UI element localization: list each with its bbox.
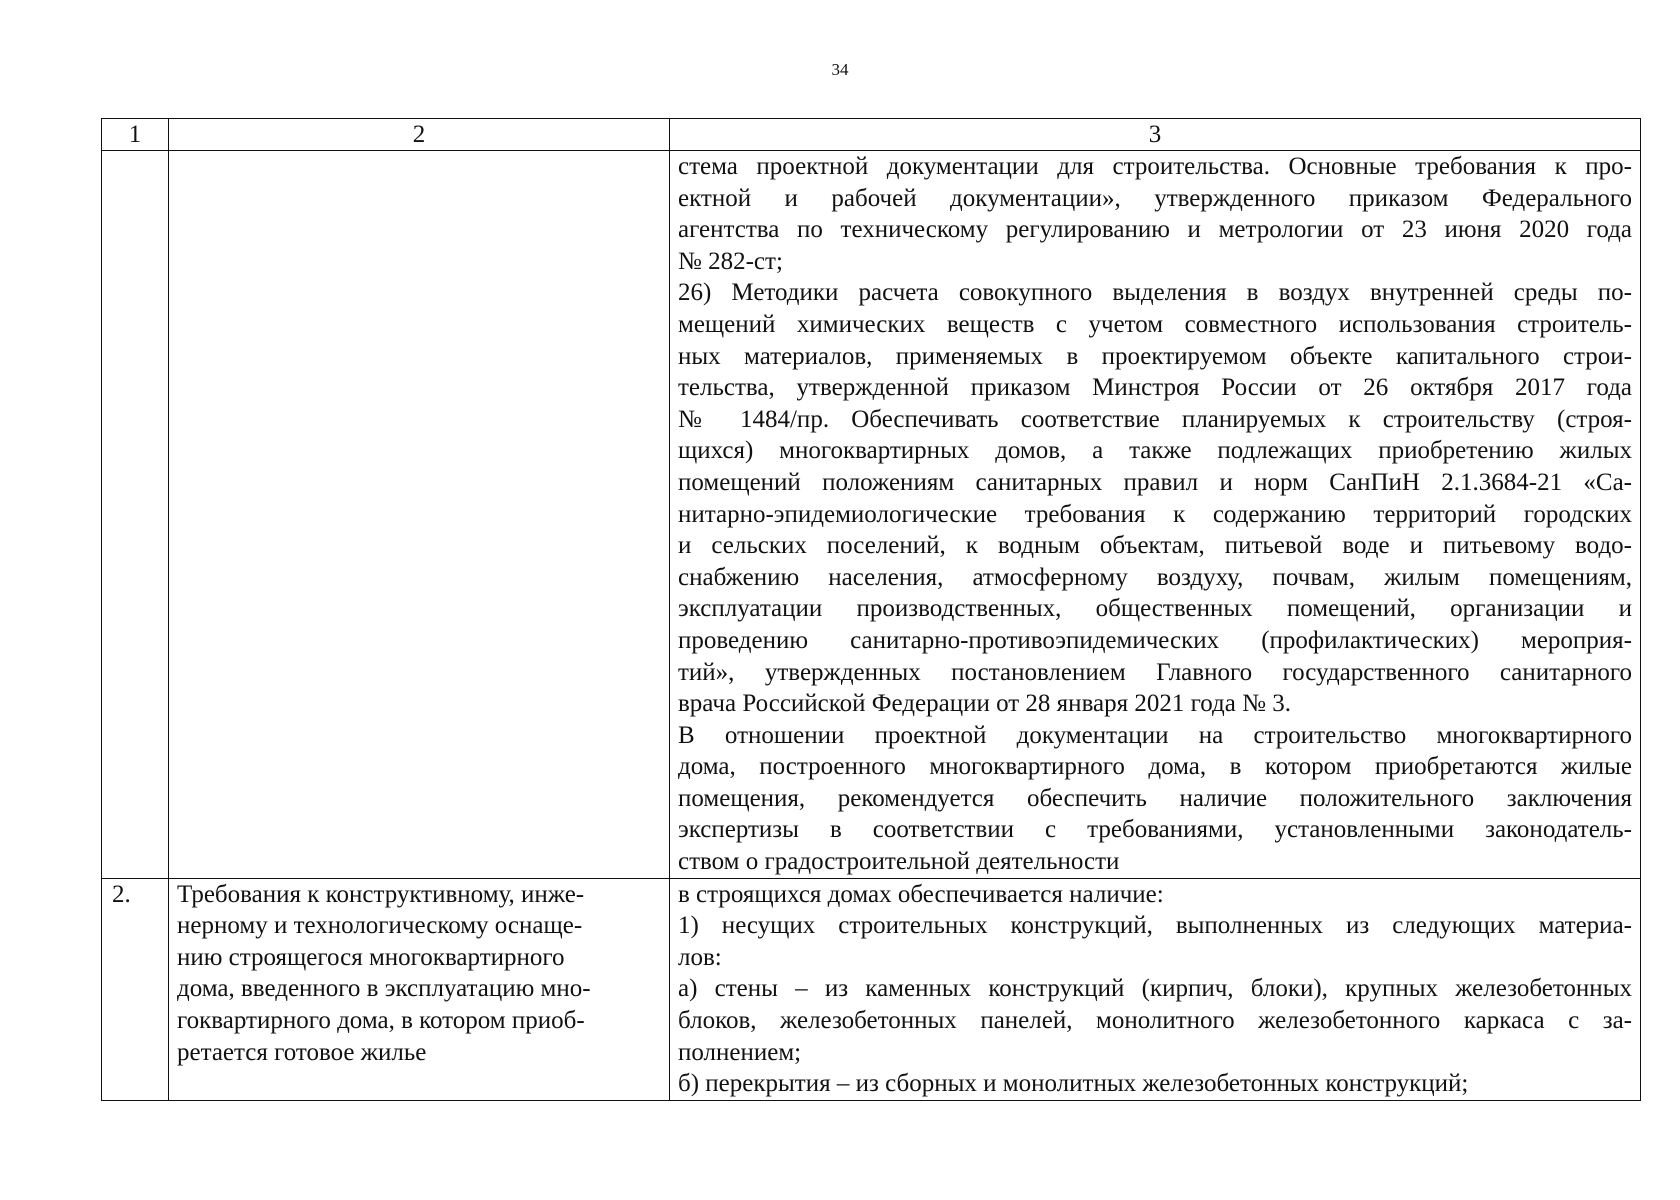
text-line: щихся) многоквартирных домов, а также подлежащих приобретению жилых bbox=[678, 437, 1632, 465]
title-line: дома, введенного в эксплуатацию мно- bbox=[177, 975, 591, 1003]
paragraph bbox=[678, 973, 1632, 1068]
page-number: 34 bbox=[831, 60, 849, 79]
text-line: полнением; bbox=[678, 1038, 802, 1066]
text-line: проведению санитарно-противоэпидемических (профилактических) мероприя- bbox=[678, 626, 1632, 654]
table-row bbox=[102, 151, 1641, 879]
row-number: 2. bbox=[102, 878, 169, 1100]
table-header-row bbox=[102, 119, 1641, 151]
title-line: ретается готовое жилье bbox=[177, 1038, 427, 1066]
title-line: Требования к конструктивному, инже- bbox=[177, 880, 585, 908]
text-line: а) стены – из каменных конструкций (кирпич, блоки), крупных железобетонных bbox=[678, 975, 1632, 1003]
text-line: ством о градостроительной деятельности bbox=[678, 848, 1120, 876]
text-line: снабжению населения, атмосферному воздуху, почвам, жилым помещениям, bbox=[678, 563, 1632, 591]
paragraph bbox=[678, 879, 1632, 911]
title-line: нию строящегося многоквартирного bbox=[177, 943, 565, 971]
text-line: блоков, железобетонных панелей, монолитного железобетонного каркаса с за- bbox=[678, 1007, 1632, 1035]
text-line: тий», утвержденных постановлением Главного государственного санитарного bbox=[678, 658, 1632, 686]
text-line: б) перекрытия – из сборных и монолитных железобетонных конструкций; bbox=[678, 1070, 1469, 1098]
table-row bbox=[102, 878, 1641, 1100]
paragraph bbox=[678, 910, 1632, 973]
title-line: нерному и технологическому оснаще- bbox=[177, 912, 583, 940]
text-line: ектной и рабочей документации», утвержденного приказом Федерального bbox=[678, 184, 1632, 212]
text-line: врача Российской Федерации от 28 января 2021 года № 3. bbox=[678, 690, 1291, 718]
text-line: тельства, утвержденной приказом Минстроя России от 26 октября 2017 года bbox=[678, 374, 1632, 402]
paragraph bbox=[678, 720, 1632, 878]
title-line: гоквартирного дома, в котором приоб- bbox=[177, 1007, 585, 1035]
header-col-2: 2 bbox=[169, 119, 670, 151]
header-col-1: 1 bbox=[102, 119, 169, 151]
text-line: и сельских поселений, к водным объектам, питьевой воде и питьевому водо- bbox=[678, 532, 1632, 560]
text-line: эксплуатации производственных, общественных помещений, организации и bbox=[678, 595, 1632, 623]
row-content bbox=[670, 878, 1641, 1100]
text-line: стема проектной документации для строительства. Основные требования к про- bbox=[678, 153, 1632, 180]
text-line: В отношении проектной документации на строительство многоквартирного bbox=[678, 721, 1632, 749]
paragraph bbox=[678, 1068, 1632, 1100]
text-line: лов: bbox=[678, 943, 722, 971]
text-line: № 1484/пр. Обеспечивать соответствие планируемых к строительству (строя- bbox=[678, 405, 1632, 433]
text-line: в строящихся домах обеспечивается наличие: bbox=[678, 880, 1164, 908]
paragraph bbox=[678, 277, 1632, 719]
text-line: дома, построенного многоквартирного дома, в котором приобретаются жилые bbox=[678, 753, 1632, 781]
text-line: № 282-ст; bbox=[678, 247, 783, 275]
text-line: нитарно-эпидемиологические требования к содержанию территорий городских bbox=[678, 500, 1632, 528]
text-line: агентства по техническому регулированию и метрологии от 23 июня 2020 года bbox=[678, 216, 1632, 244]
row-number bbox=[102, 151, 169, 879]
text-line: 26) Методики расчета совокупного выделения в воздух внутренней среды по- bbox=[678, 279, 1632, 307]
requirements-table bbox=[101, 118, 1641, 1101]
text-line: экспертизы в соответствии с требованиями, установленными законодатель- bbox=[678, 816, 1632, 844]
text-line: помещения, рекомендуется обеспечить наличие положительного заключения bbox=[678, 784, 1632, 812]
text-line: 1) несущих строительных конструкций, выполненных из следующих материа- bbox=[678, 912, 1632, 940]
header-col-3: 3 bbox=[670, 119, 1641, 151]
text-line: ных материалов, применяемых в проектируемом объекте капитального строи- bbox=[678, 342, 1632, 370]
row-content bbox=[670, 151, 1641, 879]
paragraph bbox=[678, 151, 1632, 277]
row-title bbox=[169, 878, 670, 1100]
text-line: помещений положениям санитарных правил и норм СанПиН 2.1.3684-21 «Са- bbox=[678, 468, 1632, 496]
text-line: мещений химических веществ с учетом совместного использования строитель- bbox=[678, 310, 1632, 338]
row-title bbox=[169, 151, 670, 879]
